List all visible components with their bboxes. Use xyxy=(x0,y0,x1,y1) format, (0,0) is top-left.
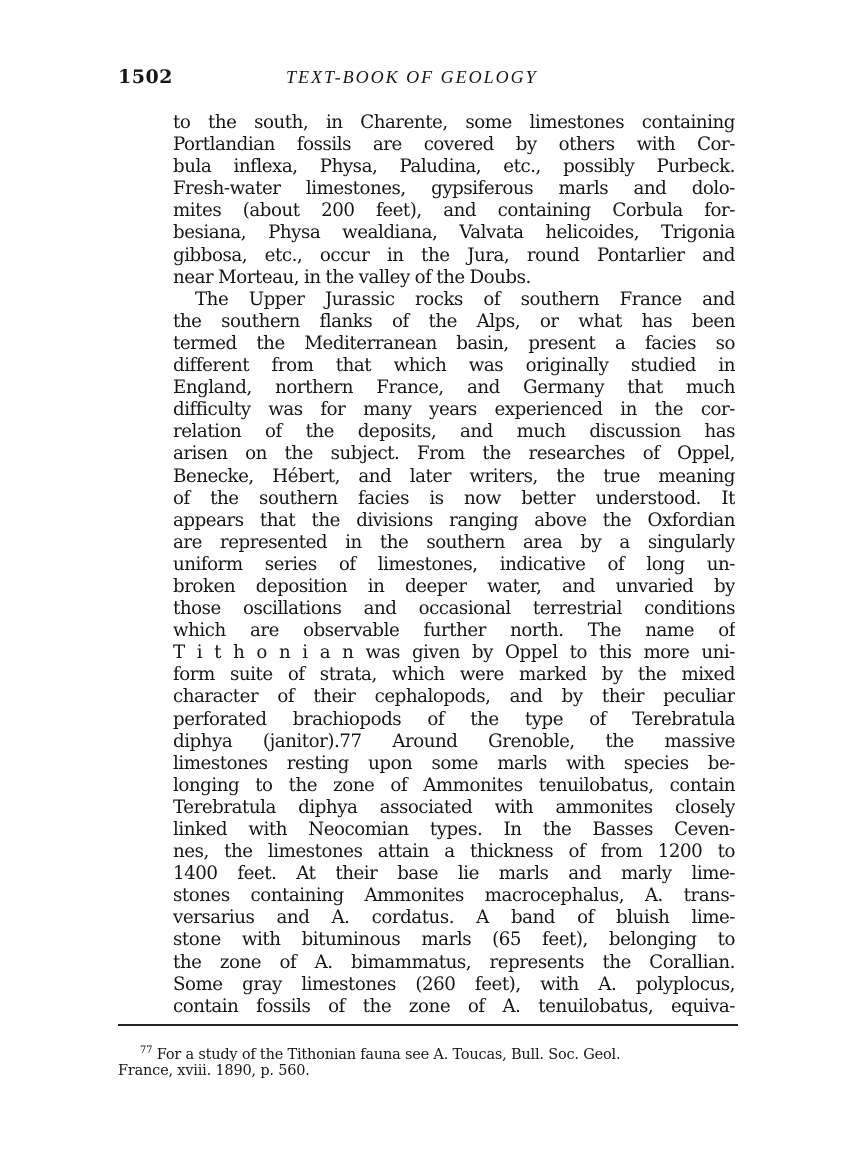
text-line: 1400 feet. At their base lie marls and marly lime- xyxy=(173,863,735,885)
text-line: besiana, Physa wealdiana, Valvata helicoides, Trigonia xyxy=(173,222,735,244)
text-line: of the southern facies is now better understood. It xyxy=(173,487,735,509)
text-line: nes, the limestones attain a thickness of from 1200 to xyxy=(173,841,735,863)
text-line: appears that the divisions ranging above the Oxfordian xyxy=(173,509,735,531)
text-line: broken deposition in deeper water, and unvaried by xyxy=(173,575,735,597)
body-text xyxy=(173,112,735,1018)
text-line: Fresh-water limestones, gypsiferous marls and dolo- xyxy=(173,178,735,200)
text-line: bula inflexa, Physa, Paludina, etc., possibly Purbeck. xyxy=(173,156,735,178)
text-line: contain fossils of the zone of A. tenuilobatus, equiva- xyxy=(173,995,735,1017)
text-line: near Morteau, in the valley of the Doubs. xyxy=(173,266,531,288)
footnote-text: For a study of the Tithonian fauna see A. Toucas, Bull. Soc. Geol. xyxy=(156,1047,621,1061)
text-line: longing to the zone of Ammonites tenuilobatus, contain xyxy=(173,774,735,796)
text-line: character of their cephalopods, and by their peculiar xyxy=(173,686,735,708)
text-line: different from that which was originally studied in xyxy=(173,355,735,377)
text-line: uniform series of limestones, indicative of long un- xyxy=(173,553,735,575)
text-line: those oscillations and occasional terrestrial conditions xyxy=(173,598,735,620)
text-line: limestones resting upon some marls with species be- xyxy=(173,752,735,774)
text-line: the southern flanks of the Alps, or what has been xyxy=(173,310,735,332)
text-line: termed the Mediterranean basin, present a facies so xyxy=(173,332,735,354)
text-line: stones containing Ammonites macrocephalus, A. trans- xyxy=(173,885,735,907)
paragraph-start-line: The Upper Jurassic rocks of southern France and xyxy=(195,288,735,310)
text-line: stone with bituminous marls (65 feet), belonging to xyxy=(173,929,735,951)
text-line: perforated brachiopods of the type of Terebratula xyxy=(173,708,735,730)
text-line: Some gray limestones (260 feet), with A. polyplocus, xyxy=(173,973,735,995)
text-line: Terebratula diphya associated with ammonites closely xyxy=(173,796,735,818)
text-line: versarius and A. cordatus. A band of bluish lime- xyxy=(173,907,735,929)
text-line: diphya (janitor).77 Around Grenoble, the massive xyxy=(173,730,735,752)
text-line: difficulty was for many years experienced in the cor- xyxy=(173,399,735,421)
footnote-line: France, xviii. 1890, p. 560. xyxy=(118,1063,310,1079)
running-head: TEXT-BOOK OF GEOLOGY xyxy=(286,67,538,87)
footnote-line xyxy=(118,1041,742,1061)
text-line: T i t h o n i a n was given by Oppel to this more uni- xyxy=(173,642,735,664)
text-line: which are observable further north. The name of xyxy=(173,620,735,642)
text-line: arisen on the subject. From the researches of Oppel, xyxy=(173,443,735,465)
text-line: form suite of strata, which were marked by the mixed xyxy=(173,664,735,686)
text-line: the zone of A. bimammatus, represents the Corallian. xyxy=(173,951,735,973)
text-line: relation of the deposits, and much discussion has xyxy=(173,421,735,443)
text-line: linked with Neocomian types. In the Basses Ceven- xyxy=(173,819,735,840)
page-number: 1502 xyxy=(118,66,173,88)
footnote-marker: 77 xyxy=(140,1045,153,1056)
text-line: are represented in the southern area by a singularly xyxy=(173,531,735,553)
text-line: to the south, in Charente, some limestones containing xyxy=(173,112,735,133)
text-line: mites (about 200 feet), and containing Corbula for- xyxy=(173,200,735,222)
text-line: Benecke, Hébert, and later writers, the true meaning xyxy=(173,465,735,487)
text-line: Portlandian fossils are covered by others with Cor- xyxy=(173,134,735,156)
footnote-divider xyxy=(118,1024,738,1026)
text-line: England, northern France, and Germany that much xyxy=(173,377,735,399)
footnote xyxy=(118,1041,742,1081)
text-line: gibbosa, etc., occur in the Jura, round Pontarlier and xyxy=(173,244,735,266)
page-header xyxy=(118,66,738,96)
